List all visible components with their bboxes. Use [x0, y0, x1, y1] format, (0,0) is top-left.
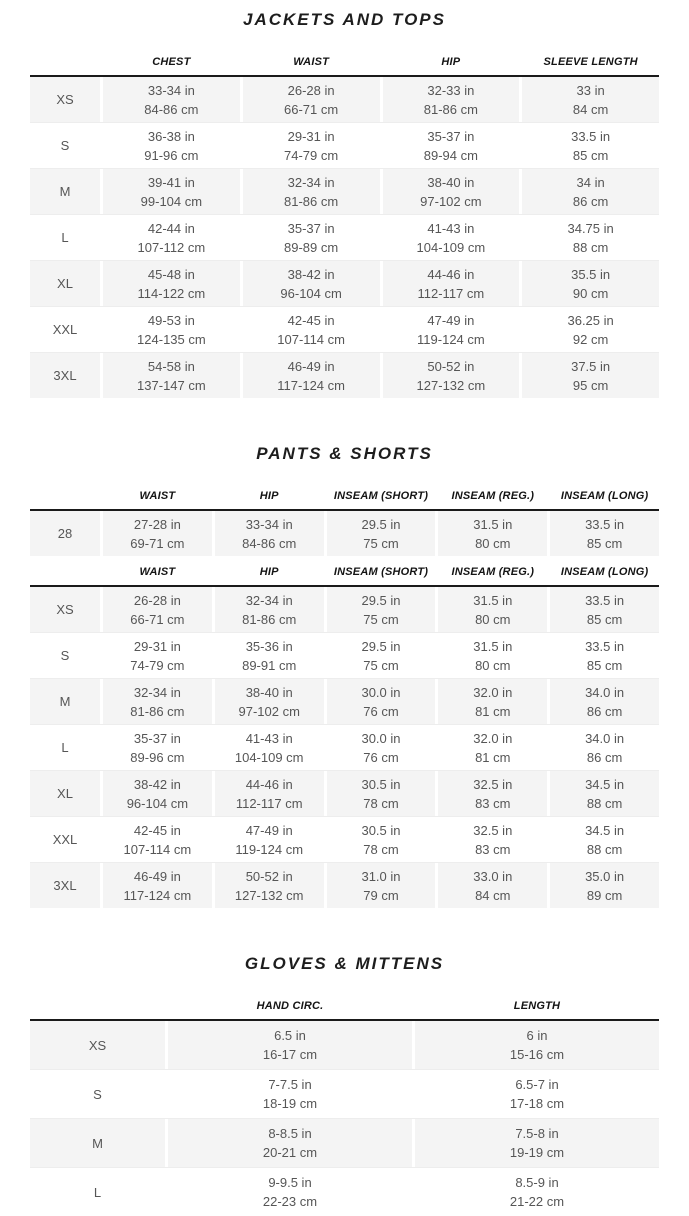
table-title: GLOVES & MITTENS — [244, 954, 445, 973]
measurement-cell — [103, 169, 240, 214]
measurement-cm: 119-124 cm — [235, 841, 304, 857]
measurement-cell — [243, 307, 380, 352]
measurement-cell — [243, 261, 380, 306]
measurement-inches: 45-48 in — [147, 266, 195, 282]
measurement-cell — [215, 863, 324, 908]
measurement-cell — [168, 1168, 412, 1216]
size-label: S — [60, 138, 70, 153]
measurement-inches: 34.0 in — [585, 684, 625, 700]
measurement-cm: 20-21 cm — [262, 1145, 318, 1160]
measurement-cell — [383, 353, 520, 398]
measurement-cell — [383, 215, 520, 260]
measurement-cm: 74-79 cm — [284, 147, 339, 163]
measurement-cm: 88 cm — [572, 239, 609, 255]
measurement-cell — [383, 261, 520, 306]
measurement-cell — [103, 725, 212, 770]
measurement-cell — [215, 511, 324, 556]
measurement-cm: 85 cm — [586, 657, 623, 673]
measurement-cell — [383, 123, 520, 168]
measurement-cell — [550, 587, 659, 632]
table-segment — [30, 990, 659, 1216]
measurement-inches: 29.5 in — [361, 516, 401, 532]
measurement-inches: 33 in — [576, 82, 605, 98]
measurement-cm: 99-104 cm — [140, 193, 203, 209]
measurement-cell — [522, 77, 659, 122]
measurement-inches: 33.5 in — [585, 638, 625, 654]
measurement-inches: 36.25 in — [567, 312, 614, 328]
size-label: 28 — [30, 511, 100, 556]
size-label: L — [61, 740, 69, 755]
table-header-row — [30, 990, 659, 1021]
measurement-cell — [415, 1119, 659, 1167]
measurement-inches: 36-38 in — [147, 128, 195, 144]
measurement-cm: 86 cm — [586, 749, 623, 765]
column-header-waist: WAIST — [293, 56, 330, 68]
size-label: L — [93, 1184, 102, 1200]
measurement-inches: 30.0 in — [361, 730, 401, 746]
table-title: JACKETS AND TOPS — [243, 10, 446, 29]
column-header-waist: WAIST — [139, 566, 176, 578]
measurement-inches: 6.5 in — [274, 1028, 306, 1043]
table-row-28 — [30, 511, 659, 556]
column-header-inseam-long: INSEAM (LONG) — [560, 566, 649, 578]
measurement-cell — [103, 679, 212, 724]
measurement-cm: 21-22 cm — [509, 1194, 565, 1209]
measurement-inches: 31.5 in — [473, 638, 513, 654]
measurement-cm: 127-132 cm — [234, 887, 304, 903]
measurement-cell — [550, 725, 659, 770]
measurement-inches: 54-58 in — [147, 358, 195, 374]
measurement-cm: 74-79 cm — [130, 657, 185, 673]
measurement-inches: 44-46 in — [245, 776, 293, 792]
measurement-cell — [103, 261, 240, 306]
measurement-inches: 33-34 in — [147, 82, 195, 98]
measurement-inches: 35-37 in — [287, 220, 335, 236]
measurement-cell — [215, 725, 324, 770]
table-row-xs — [30, 587, 659, 632]
table-row-m — [30, 678, 659, 724]
measurement-inches: 27-28 in — [133, 516, 181, 532]
measurement-inches: 31.5 in — [473, 592, 513, 608]
size-table-pants-shorts — [0, 444, 689, 908]
measurement-cm: 127-132 cm — [416, 377, 486, 393]
measurement-inches: 34.5 in — [585, 822, 625, 838]
size-table-jackets-and-tops — [0, 10, 689, 398]
measurement-cell — [215, 771, 324, 816]
measurement-cell — [438, 725, 547, 770]
measurement-inches: 34 in — [576, 174, 605, 190]
measurement-cell — [550, 771, 659, 816]
size-table-gloves-mittens — [0, 954, 689, 1216]
measurement-cell — [415, 1168, 659, 1216]
measurement-inches: 46-49 in — [287, 358, 335, 374]
measurement-cell — [438, 863, 547, 908]
size-label: XS — [30, 1021, 165, 1069]
measurement-cell — [550, 633, 659, 678]
measurement-inches: 49-53 in — [147, 312, 195, 328]
table-row-xxl — [30, 816, 659, 862]
measurement-cm: 90 cm — [572, 285, 609, 301]
table-row-xl — [30, 260, 659, 306]
measurement-cell — [438, 817, 547, 862]
measurement-cell — [215, 587, 324, 632]
measurement-cm: 89 cm — [586, 887, 623, 903]
measurement-cell — [215, 679, 324, 724]
table-header-row — [30, 556, 659, 587]
table-row-l — [30, 214, 659, 260]
column-header-hand-circ: HAND CIRC. — [256, 1000, 324, 1012]
measurement-inches: 41-43 in — [245, 730, 293, 746]
measurement-cell — [103, 77, 240, 122]
measurement-inches: 35.0 in — [585, 868, 625, 884]
measurement-inches: 37.5 in — [571, 358, 611, 374]
measurement-cm: 66-71 cm — [130, 611, 185, 627]
measurement-cm: 112-117 cm — [417, 285, 485, 301]
measurement-inches: 30.5 in — [361, 822, 401, 838]
measurement-cm: 85 cm — [586, 611, 623, 627]
measurement-cm: 89-91 cm — [242, 657, 297, 673]
table-segment — [30, 556, 659, 908]
measurement-cm: 84 cm — [572, 101, 609, 117]
measurement-cell — [438, 771, 547, 816]
measurement-cm: 96-104 cm — [126, 795, 189, 811]
measurement-cm: 19-19 cm — [509, 1145, 565, 1160]
measurement-inches: 32.5 in — [473, 822, 513, 838]
table-row-xs — [30, 77, 659, 122]
size-label: XS — [30, 77, 100, 122]
measurement-cell — [327, 679, 436, 724]
table-row-m — [30, 1118, 659, 1167]
measurement-inches: 46-49 in — [133, 868, 181, 884]
measurement-cm: 86 cm — [572, 193, 609, 209]
measurement-cm: 88 cm — [586, 841, 623, 857]
measurement-cm: 91-96 cm — [144, 147, 199, 163]
table-row-s — [30, 1069, 659, 1118]
size-label: S — [93, 1086, 102, 1102]
measurement-cell — [243, 169, 380, 214]
table-row-s — [30, 632, 659, 678]
measurement-inches: 35.5 in — [571, 266, 611, 282]
measurement-inches: 32.0 in — [473, 730, 513, 746]
measurement-inches: 33.5 in — [571, 128, 611, 144]
size-label: M — [30, 679, 100, 724]
measurement-cell — [243, 215, 380, 260]
table-row-s — [30, 122, 659, 168]
table-row-l — [30, 724, 659, 770]
measurement-inches: 8.5-9 in — [515, 1175, 559, 1190]
measurement-cm: 89-94 cm — [423, 147, 478, 163]
column-header-length: LENGTH — [513, 1000, 561, 1012]
measurement-cell — [243, 77, 380, 122]
measurement-cell — [327, 511, 436, 556]
measurement-cm: 16-17 cm — [262, 1047, 318, 1062]
measurement-cm: 85 cm — [586, 535, 623, 551]
measurement-cell — [103, 587, 212, 632]
measurement-cm: 81-86 cm — [423, 101, 478, 117]
measurement-cm: 104-109 cm — [234, 749, 304, 765]
size-label: XL — [30, 771, 100, 816]
table-row-3xl — [30, 862, 659, 908]
size-label: L — [61, 230, 69, 245]
measurement-cm: 75 cm — [363, 657, 399, 673]
measurement-cm: 75 cm — [363, 611, 399, 627]
measurement-inches: 50-52 in — [427, 358, 475, 374]
measurement-inches: 6 in — [526, 1028, 548, 1043]
measurement-inches: 9-9.5 in — [268, 1175, 312, 1190]
measurement-cm: 89-89 cm — [284, 239, 339, 255]
column-header-inseam-long: INSEAM (LONG) — [560, 490, 649, 502]
size-label: M — [30, 169, 100, 214]
measurement-inches: 33.5 in — [585, 592, 625, 608]
measurement-cm: 124-135 cm — [137, 331, 206, 347]
size-label: XXL — [52, 832, 78, 847]
measurement-cm: 80 cm — [475, 535, 511, 551]
measurement-cell — [383, 77, 520, 122]
measurement-cell — [522, 307, 659, 352]
measurement-cell — [243, 353, 380, 398]
measurement-inches: 44-46 in — [427, 266, 475, 282]
column-header-hip: HIP — [259, 490, 279, 502]
measurement-cell — [550, 511, 659, 556]
measurement-inches: 29.5 in — [361, 592, 401, 608]
column-header-chest: CHEST — [152, 56, 191, 68]
size-label: 3XL — [30, 353, 100, 398]
measurement-inches: 42-45 in — [287, 312, 335, 328]
measurement-inches: 41-43 in — [427, 220, 475, 236]
measurement-cm: 137-147 cm — [137, 377, 206, 393]
measurement-cm: 95 cm — [572, 377, 609, 393]
column-header-sleeve-length: SLEEVE LENGTH — [543, 56, 638, 68]
measurement-inches: 7.5-8 in — [515, 1126, 559, 1141]
measurement-cm: 76 cm — [363, 703, 399, 719]
measurement-cell — [103, 633, 212, 678]
column-header-inseam-reg: INSEAM (REG.) — [451, 566, 535, 578]
measurement-inches: 47-49 in — [427, 312, 475, 328]
measurement-inches: 38-40 in — [427, 174, 475, 190]
size-label: XL — [30, 261, 100, 306]
measurement-cm: 15-16 cm — [509, 1047, 565, 1062]
measurement-cm: 107-114 cm — [123, 841, 192, 857]
measurement-inches: 29-31 in — [133, 638, 181, 654]
table-row-xl — [30, 770, 659, 816]
table-row-xs — [30, 1021, 659, 1069]
size-tables-container — [0, 10, 689, 1216]
measurement-cm: 78 cm — [363, 795, 399, 811]
measurement-inches: 34.0 in — [585, 730, 625, 746]
size-label: XS — [30, 587, 100, 632]
size-label: S — [60, 648, 70, 663]
measurement-cm: 84-86 cm — [242, 535, 297, 551]
measurement-cell — [103, 353, 240, 398]
measurement-cm: 81-86 cm — [242, 611, 297, 627]
measurement-inches: 29-31 in — [287, 128, 335, 144]
measurement-cell — [168, 1021, 412, 1069]
measurement-cm: 84-86 cm — [144, 101, 199, 117]
measurement-inches: 42-44 in — [147, 220, 195, 236]
measurement-cell — [103, 307, 240, 352]
measurement-cell — [438, 587, 547, 632]
measurement-inches: 6.5-7 in — [515, 1077, 559, 1092]
measurement-inches: 29.5 in — [361, 638, 401, 654]
measurement-inches: 26-28 in — [287, 82, 335, 98]
size-label: M — [30, 1119, 165, 1167]
table-row-m — [30, 168, 659, 214]
measurement-cm: 89-96 cm — [130, 749, 185, 765]
table-row-l — [30, 1167, 659, 1216]
measurement-cm: 84 cm — [475, 887, 511, 903]
measurement-cell — [327, 633, 436, 678]
measurement-inches: 32-33 in — [427, 82, 475, 98]
measurement-cm: 86 cm — [586, 703, 623, 719]
measurement-cm: 85 cm — [572, 147, 609, 163]
measurement-cell — [103, 771, 212, 816]
measurement-inches: 38-42 in — [133, 776, 181, 792]
measurement-inches: 32-34 in — [133, 684, 181, 700]
measurement-cm: 80 cm — [475, 611, 511, 627]
measurement-cell — [550, 679, 659, 724]
measurement-cell — [438, 633, 547, 678]
measurement-cm: 88 cm — [586, 795, 623, 811]
measurement-inches: 34.75 in — [567, 220, 614, 236]
column-header-hip: HIP — [259, 566, 279, 578]
measurement-cm: 81-86 cm — [284, 193, 339, 209]
measurement-inches: 50-52 in — [245, 868, 293, 884]
measurement-cell — [522, 123, 659, 168]
table-header-row — [30, 46, 659, 77]
measurement-cm: 66-71 cm — [284, 101, 339, 117]
measurement-cell — [438, 511, 547, 556]
measurement-cm: 92 cm — [572, 331, 609, 347]
measurement-cell — [103, 123, 240, 168]
measurement-cm: 76 cm — [363, 749, 399, 765]
measurement-cell — [215, 817, 324, 862]
measurement-inches: 26-28 in — [133, 592, 181, 608]
measurement-cell — [215, 633, 324, 678]
measurement-cell — [438, 679, 547, 724]
measurement-cell — [522, 353, 659, 398]
measurement-inches: 32-34 in — [245, 592, 293, 608]
measurement-cell — [168, 1070, 412, 1118]
measurement-cell — [522, 169, 659, 214]
measurement-inches: 30.5 in — [361, 776, 401, 792]
size-label: XXL — [52, 322, 78, 337]
measurement-cm: 78 cm — [363, 841, 399, 857]
measurement-cell — [103, 863, 212, 908]
measurement-inches: 34.5 in — [585, 776, 625, 792]
column-header-inseam-short: INSEAM (SHORT) — [333, 566, 429, 578]
measurement-inches: 47-49 in — [245, 822, 293, 838]
measurement-cm: 114-122 cm — [137, 285, 206, 301]
measurement-inches: 39-41 in — [147, 174, 195, 190]
measurement-cm: 81 cm — [475, 703, 511, 719]
measurement-cm: 104-109 cm — [416, 239, 486, 255]
measurement-cm: 80 cm — [475, 657, 511, 673]
measurement-cm: 107-112 cm — [137, 239, 206, 255]
measurement-inches: 32.5 in — [473, 776, 513, 792]
table-header-row — [30, 480, 659, 511]
measurement-cm: 83 cm — [475, 795, 511, 811]
measurement-cell — [327, 863, 436, 908]
measurement-inches: 33-34 in — [245, 516, 293, 532]
measurement-inches: 33.0 in — [473, 868, 513, 884]
table-row-3xl — [30, 352, 659, 398]
measurement-cm: 119-124 cm — [417, 331, 485, 347]
measurement-cell — [327, 817, 436, 862]
measurement-inches: 33.5 in — [585, 516, 625, 532]
measurement-cell — [550, 863, 659, 908]
measurement-cm: 22-23 cm — [262, 1194, 318, 1209]
measurement-inches: 42-45 in — [133, 822, 181, 838]
measurement-cell — [103, 817, 212, 862]
measurement-cm: 81 cm — [475, 749, 511, 765]
measurement-cell — [522, 215, 659, 260]
measurement-cm: 96-104 cm — [280, 285, 342, 301]
measurement-cm: 83 cm — [475, 841, 511, 857]
measurement-cm: 97-102 cm — [420, 193, 482, 209]
measurement-cm: 112-117 cm — [235, 795, 303, 811]
table-row-xxl — [30, 306, 659, 352]
column-header-hip: HIP — [441, 56, 461, 68]
measurement-cell — [103, 511, 212, 556]
measurement-inches: 31.5 in — [473, 516, 513, 532]
measurement-cell — [415, 1070, 659, 1118]
measurement-cell — [383, 307, 520, 352]
measurement-cm: 117-124 cm — [123, 887, 192, 903]
measurement-cell — [168, 1119, 412, 1167]
measurement-inches: 38-42 in — [287, 266, 335, 282]
measurement-cell — [327, 587, 436, 632]
measurement-cm: 75 cm — [363, 535, 399, 551]
measurement-inches: 32-34 in — [287, 174, 335, 190]
measurement-cm: 117-124 cm — [277, 377, 345, 393]
table-title: PANTS & SHORTS — [256, 444, 433, 463]
size-label: 3XL — [30, 863, 100, 908]
measurement-inches: 7-7.5 in — [268, 1077, 312, 1092]
measurement-cm: 18-19 cm — [262, 1096, 318, 1111]
column-header-waist: WAIST — [139, 490, 176, 502]
measurement-cell — [327, 725, 436, 770]
measurement-inches: 8-8.5 in — [268, 1126, 312, 1141]
measurement-cm: 81-86 cm — [130, 703, 185, 719]
measurement-cell — [103, 215, 240, 260]
measurement-inches: 35-37 in — [427, 128, 475, 144]
measurement-cm: 17-18 cm — [509, 1096, 565, 1111]
measurement-cm: 107-114 cm — [277, 331, 345, 347]
measurement-cell — [327, 771, 436, 816]
measurement-inches: 35-37 in — [133, 730, 181, 746]
column-header-inseam-short: INSEAM (SHORT) — [333, 490, 429, 502]
measurement-inches: 38-40 in — [245, 684, 293, 700]
measurement-cell — [383, 169, 520, 214]
measurement-inches: 35-36 in — [245, 638, 293, 654]
measurement-cell — [415, 1021, 659, 1069]
table-segment — [30, 480, 659, 556]
measurement-cell — [522, 261, 659, 306]
measurement-cell — [243, 123, 380, 168]
measurement-cell — [550, 817, 659, 862]
measurement-cm: 79 cm — [363, 887, 399, 903]
table-segment — [30, 46, 659, 398]
column-header-inseam-reg: INSEAM (REG.) — [451, 490, 535, 502]
measurement-inches: 30.0 in — [361, 684, 401, 700]
measurement-cm: 69-71 cm — [130, 535, 185, 551]
measurement-cm: 97-102 cm — [238, 703, 300, 719]
measurement-inches: 32.0 in — [473, 684, 513, 700]
measurement-inches: 31.0 in — [361, 868, 401, 884]
